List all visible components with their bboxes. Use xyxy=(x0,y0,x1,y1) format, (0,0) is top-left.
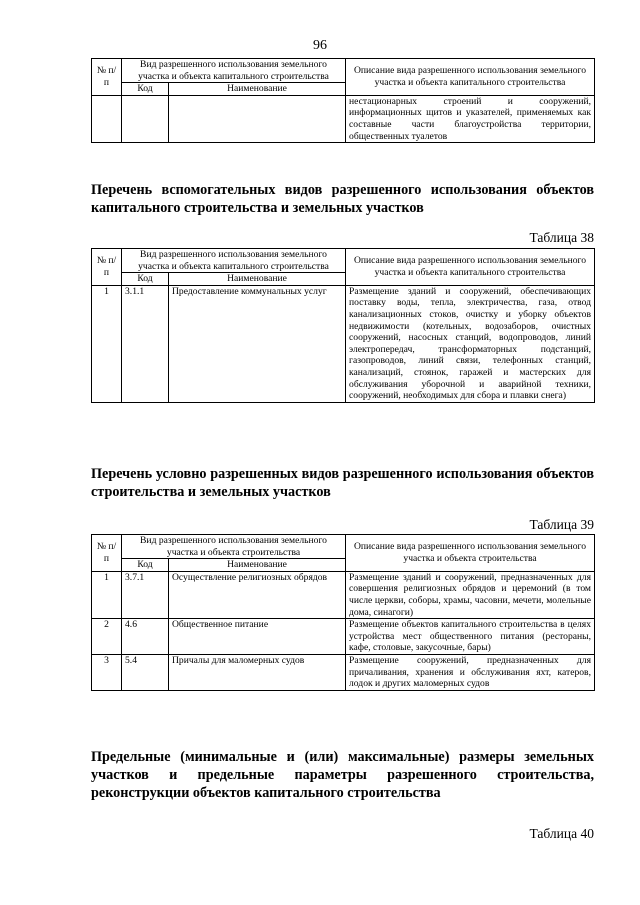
table-row xyxy=(92,95,595,142)
header-num: № п/п xyxy=(92,249,122,286)
header-code: Код xyxy=(122,273,169,286)
cell-name: Предоставление коммунальных услуг xyxy=(169,285,346,402)
header-num: № п/п xyxy=(92,59,122,96)
header-description: Описание вида разрешенного использования земельного участка и объекта строительства xyxy=(346,535,595,572)
header-vid: Вид разрешенного использования земельного участка и объекта строительства xyxy=(122,535,346,559)
table-row xyxy=(92,571,595,618)
cell-name xyxy=(169,95,346,142)
table-39 xyxy=(91,534,595,691)
section-title-conditional: Перечень условно разрешенных видов разрешенного использования объектов строительства и земельных участков xyxy=(91,466,594,500)
header-code: Код xyxy=(122,83,169,96)
cell-code xyxy=(122,95,169,142)
section-title-auxiliary: Перечень вспомогательных видов разрешенного использования объектов капитального строительства и земельных участков xyxy=(91,182,594,216)
table-row xyxy=(92,285,595,402)
header-name: Наименование xyxy=(169,83,346,96)
cell-num: 3 xyxy=(92,654,122,690)
table-header-row xyxy=(92,59,595,83)
cell-name: Причалы для маломерных судов xyxy=(169,654,346,690)
header-name: Наименование xyxy=(169,273,346,286)
cell-desc: нестационарных строений и сооружений, информационных щитов и указателей, применяемых как составные части благоустройства территории, общественных туалетов xyxy=(346,95,595,142)
cell-num: 1 xyxy=(92,285,122,402)
cell-desc: Размещение зданий и сооружений, предназначенных для совершения религиозных обрядов и церемоний (в том числе церкви, соборы, храмы, часовни, мечети, молельные дома, синагоги) xyxy=(346,571,595,618)
header-num: № п/п xyxy=(92,535,122,572)
cell-code: 3.1.1 xyxy=(122,285,169,402)
cell-num: 2 xyxy=(92,619,122,655)
table-row xyxy=(92,654,595,690)
cell-desc: Размещение объектов капитального строительства в целях устройства мест общественного питания (рестораны, кафе, столовые, закусочные, бары) xyxy=(346,619,595,655)
header-description: Описание вида разрешенного использования земельного участка и объекта капитального строительства xyxy=(346,249,595,286)
header-vid: Вид разрешенного использования земельного участка и объекта капитального строительства xyxy=(122,59,346,83)
table-caption-38: Таблица 38 xyxy=(529,230,594,245)
table-38 xyxy=(91,248,595,403)
table-caption-40: Таблица 40 xyxy=(529,826,594,841)
cell-num xyxy=(92,95,122,142)
table-caption-39: Таблица 39 xyxy=(529,517,594,532)
cell-num: 1 xyxy=(92,571,122,618)
cell-code: 3.7.1 xyxy=(122,571,169,618)
cell-code: 5.4 xyxy=(122,654,169,690)
page-number: 96 xyxy=(313,38,327,53)
continuation-table xyxy=(91,58,595,143)
header-vid: Вид разрешенного использования земельного участка и объекта капитального строительства xyxy=(122,249,346,273)
cell-desc: Размещение зданий и сооружений, обеспечивающих поставку воды, тепла, электричества, газа, отвод канализационных стоков, очистку и уборку объектов недвижимости (котельных, водозаборов, очистных сооружений, насосных станций, водопроводов, линий электропередач, трансформаторных подстанций, газопроводов, линий связи, телефонных станций, канализаций, стоянок, гаражей и мастерских для обслуживания уборочной и аварийной техники, сооружений, необходимых для сбора и плавки снега) xyxy=(346,285,595,402)
header-name: Наименование xyxy=(169,559,346,572)
table-header-row xyxy=(92,249,595,273)
cell-name: Осуществление религиозных обрядов xyxy=(169,571,346,618)
header-code: Код xyxy=(122,559,169,572)
cell-code: 4.6 xyxy=(122,619,169,655)
cell-desc: Размещение сооружений, предназначенных для причаливания, хранения и обслуживания яхт, катеров, лодок и других маломерных судов xyxy=(346,654,595,690)
cell-name: Общественное питание xyxy=(169,619,346,655)
table-header-row xyxy=(92,535,595,559)
section-title-limits: Предельные (минимальные и (или) максимальные) размеры земельных участков и предельные параметры разрешенного строительства, реконструкции объектов капитального строительства xyxy=(91,749,594,801)
table-row xyxy=(92,619,595,655)
header-description: Описание вида разрешенного использования земельного участка и объекта капитального строительства xyxy=(346,59,595,96)
